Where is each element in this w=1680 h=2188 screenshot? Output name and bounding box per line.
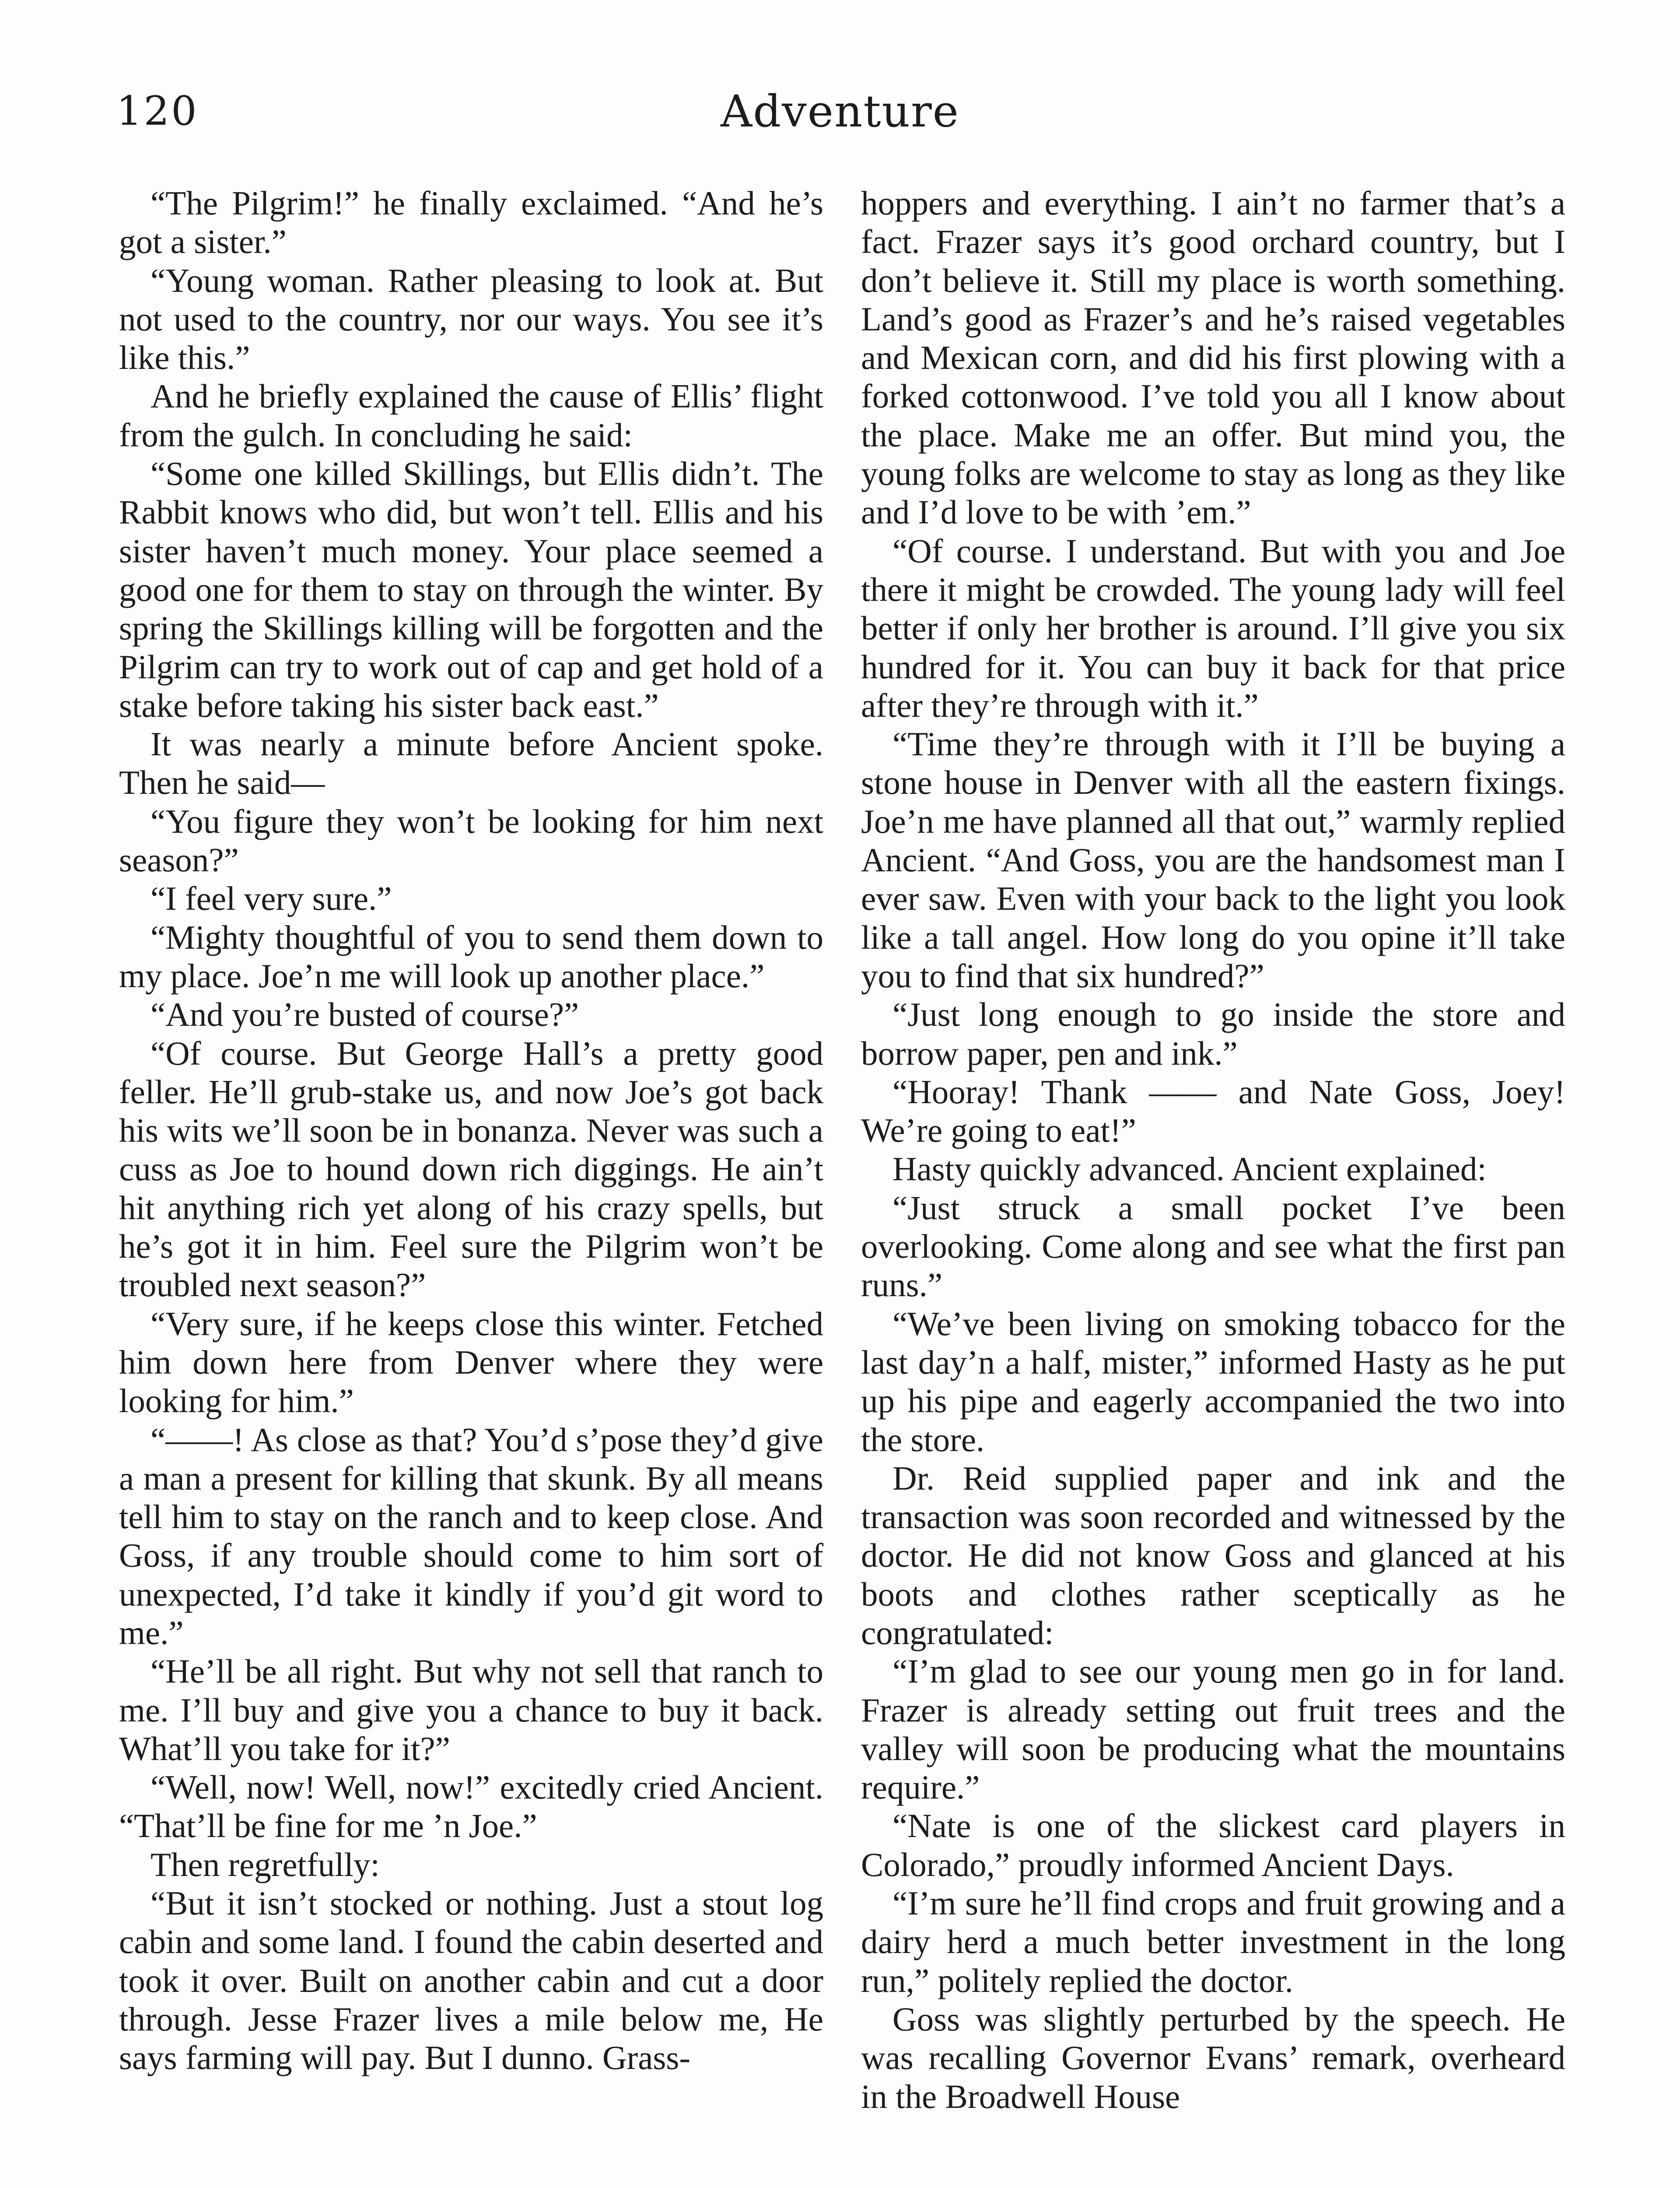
- paragraph: “Well, now! Well, now!” excitedly cried Ancient. “That’ll be fine for me ’n Joe.”: [119, 1768, 823, 1845]
- paragraph: And he briefly explained the cause of Ellis’ flight from the gulch. In concluding he said:: [119, 377, 823, 454]
- right-column: [861, 184, 1565, 2116]
- paragraph: “The Pilgrim!” he finally exclaimed. “And he’s got a sister.”: [119, 184, 823, 261]
- paragraph: “We’ve been living on smoking tobacco for the last day’n a half, mister,” informed Hasty as he put up his pipe and eagerly accompanied the two into the store.: [861, 1304, 1565, 1459]
- paragraph: “Just long enough to go inside the store and borrow paper, pen and ink.”: [861, 996, 1565, 1072]
- paragraph: “Very sure, if he keeps close this winter. Fetched him down here from Denver where they were looking for him.”: [119, 1304, 823, 1420]
- paragraph: “Time they’re through with it I’ll be buying a stone house in Denver with all the eastern fixings. Joe’n me have planned all that out,” warmly replied Ancient. “And Goss, you are the handsomest man I ever saw. Even with your back to the light you look like a tall angel. How long do you opine it’ll take you to find that six hundred?”: [861, 725, 1565, 995]
- paragraph: “But it isn’t stocked or nothing. Just a stout log cabin and some land. I found the cabin deserted and took it over. Built on another cabin and cut a door through. Jesse Frazer lives a mile below me, He says farming will pay. But I dunno. Grass-: [119, 1884, 823, 2077]
- paragraph: “Just struck a small pocket I’ve been overlooking. Come along and see what the first pan runs.”: [861, 1189, 1565, 1304]
- paragraph: “You figure they won’t be looking for him next season?”: [119, 802, 823, 879]
- paragraph: “Of course. But George Hall’s a pretty good feller. He’ll grub-stake us, and now Joe’s got back his wits we’ll soon be in bonanza. Never was such a cuss as Joe to hound down rich diggings. He ain’t hit anything rich yet along of his crazy spells, but he’s got it in him. Feel sure the Pilgrim won’t be troubled next season?”: [119, 1034, 823, 1304]
- paragraph: “Young woman. Rather pleasing to look at. But not used to the country, nor our ways. You see it’s like this.”: [119, 261, 823, 377]
- paragraph-continued: hoppers and everything. I ain’t no farmer that’s a fact. Frazer says it’s good orchard country, but I don’t believe it. Still my place is worth something. Land’s good as Frazer’s and he’s raised vegetables and Mexican corn, and did his first plowing with a forked cottonwood. I’ve told you all I know about the place. Make me an offer. But mind you, the young folks are welcome to stay as long as they like and I’d love to be with ’em.”: [861, 184, 1565, 531]
- paragraph: Dr. Reid supplied paper and ink and the transaction was soon recorded and witnessed by the doctor. He did not know Goss and glanced at his boots and clothes rather sceptically as he congratulated:: [861, 1459, 1565, 1652]
- paragraph: “Hooray! Thank —— and Nate Goss, Joey! We’re going to eat!”: [861, 1073, 1565, 1150]
- paragraph: “Nate is one of the slickest card players in Colorado,” proudly informed Ancient Days.: [861, 1807, 1565, 1883]
- paragraph: “I’m glad to see our young men go in for land. Frazer is already setting out fruit trees and the valley will soon be producing what the mountains require.”: [861, 1652, 1565, 1806]
- paragraph: “And you’re busted of course?”: [150, 996, 579, 1034]
- paragraph: “Mighty thoughtful of you to send them down to my place. Joe’n me will look up another place.”: [119, 918, 823, 995]
- left-column: [119, 184, 823, 2077]
- paragraph: It was nearly a minute before Ancient spoke. Then he said—: [119, 725, 823, 802]
- page-header: [0, 0, 1680, 158]
- paragraph: “I’m sure he’ll find crops and fruit growing and a dairy herd a much better investment in the long run,” politely replied the doctor.: [861, 1884, 1565, 1999]
- paragraph: “Some one killed Skillings, but Ellis didn’t. The Rabbit knows who did, but won’t tell. Ellis and his sister haven’t much money. Your place seemed a good one for them to stay on through the winter. By spring the Skillings killing will be forgotten and the Pilgrim can try to work out of cap and get hold of a stake before taking his sister back east.”: [119, 455, 823, 724]
- paragraph: “——! As close as that? You’d s’pose they’d give a man a present for killing that skunk. By all means tell him to stay on the ranch and to keep close. And Goss, if any trouble should come to him sort of unexpected, I’d take it kindly if you’d git word to me.”: [119, 1420, 823, 1652]
- page-number: 120: [116, 88, 199, 134]
- paragraph: “He’ll be all right. But why not sell that ranch to me. I’ll buy and give you a chance to buy it back. What’ll you take for it?”: [119, 1652, 823, 1767]
- paragraph: “I feel very sure.”: [150, 880, 392, 918]
- paragraph: Goss was slightly perturbed by the speech. He was recalling Governor Evans’ remark, overheard in the Broadwell House: [861, 2000, 1565, 2115]
- magazine-title: Adventure: [721, 86, 959, 137]
- paragraph: Hasty quickly advanced. Ancient explained:: [892, 1150, 1487, 1188]
- paragraph: Then regretfully:: [150, 1845, 380, 1883]
- paragraph: “Of course. I understand. But with you and Joe there it might be crowded. The young lady will feel better if only her brother is around. I’ll give you six hundred for it. You can buy it back for that price after they’re through with it.”: [861, 532, 1565, 724]
